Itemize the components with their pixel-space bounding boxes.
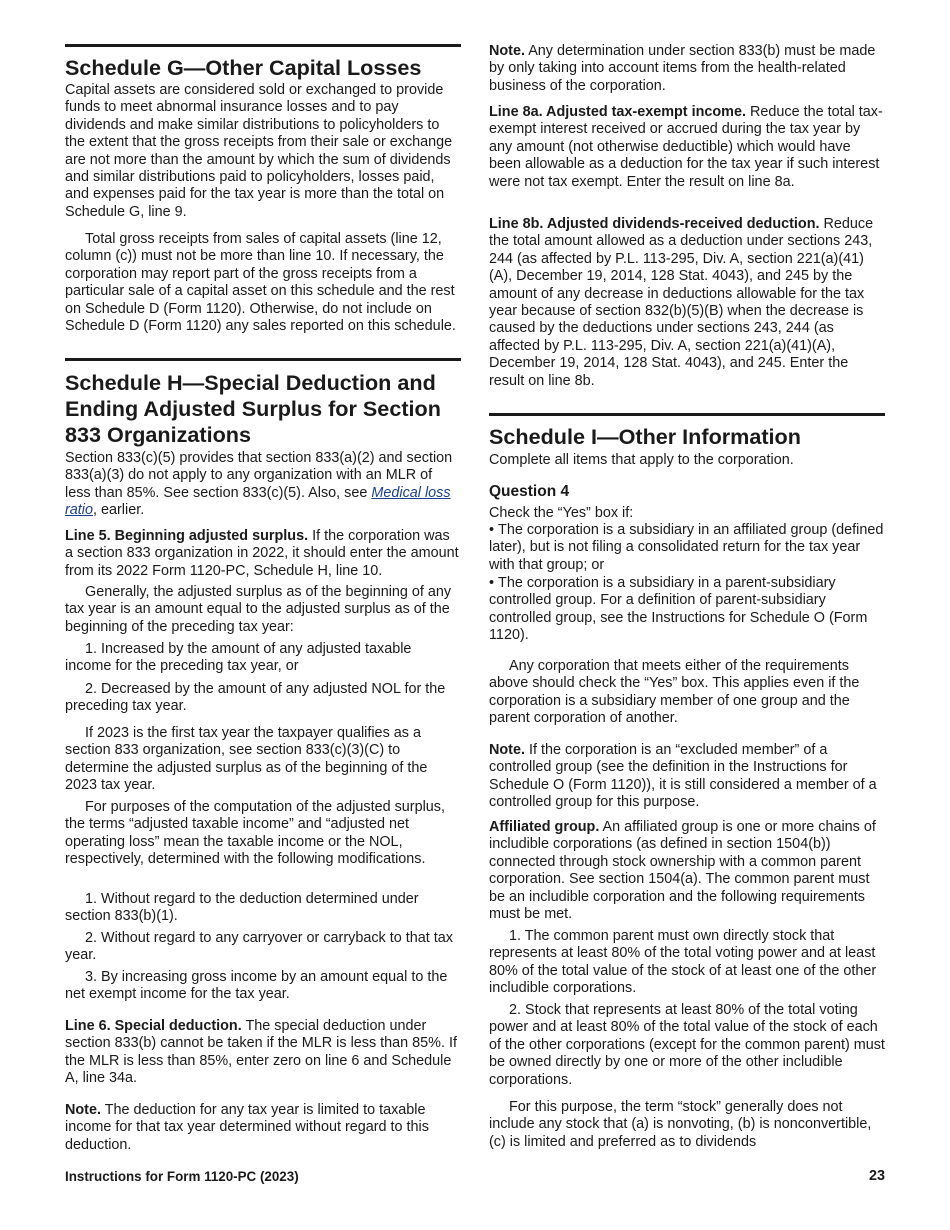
note-label: Note. (489, 742, 525, 758)
section-divider (489, 413, 885, 416)
note-paragraph: Note. The deduction for any tax year is limited to taxable income for that tax year determined without regard to this deduction. (65, 1102, 429, 1153)
schedule-g-heading: Schedule G—Other Capital Losses (65, 55, 422, 80)
line-8a-paragraph: Line 8a. Adjusted tax-exempt income. Reduce the total tax-exempt interest received or accrued during the tax year by any amount (not otherwise deductible) which would have been allowable as a deduction for the tax year if such interest were not tax exempt. Enter the result on line 8a. (489, 104, 883, 190)
note-label: Note. (489, 43, 525, 59)
page-number: 23 (868, 1168, 885, 1184)
list-item: 2. Without regard to any carryover or carryback to that tax year. (65, 930, 453, 964)
paragraph: For this purpose, the term “stock” generally does not include any stock that (a) is nonvoting, (b) is nonconvertible, (c) is limited and preferred as to dividends (489, 1099, 872, 1150)
paragraph: For purposes of the computation of the adjusted surplus, the terms “adjusted taxable income” and “adjusted net operating loss” mean the taxable income or the NOL, respectively, determined with the following modifications. (65, 799, 445, 868)
line-5-paragraph: Line 5. Beginning adjusted surplus. If the corporation was a section 833 organization in 2022, it should enter the amount from its 2022 Form 1120-PC, Schedule H, line 10. (65, 528, 459, 579)
line-8a-heading: Line 8a. Adjusted tax-exempt income. (489, 104, 746, 120)
list-item: 2. Stock that represents at least 80% of the total voting power and at least 80% of the total value of the stock of each of the other corporations (except for the common parent) must be owned directly by one or more of the other includible corporations. (489, 1002, 885, 1088)
question-4-heading: Question 4 (489, 483, 570, 500)
schedule-i-intro: Complete all items that apply to the corporation. (489, 452, 794, 468)
paragraph: If 2023 is the first tax year the taxpayer qualifies as a section 833 organization, see section 833(c)(3)(C) to determine the adjusted surplus as of the beginning of the 2023 tax year. (65, 725, 428, 794)
schedule-i-heading: Schedule I—Other Information (489, 424, 801, 449)
line-8b-heading: Line 8b. Adjusted dividends-received deduction. (489, 216, 820, 232)
schedule-g-paragraph: Capital assets are considered sold or exchanged to provide funds to meet abnormal insurance losses and to pay dividends and make similar distributions to policyholders to the extent that the gross receipts from their sale or exchange are not more than the amount by which the sum of dividends and similar distributions paid to policyholders, losses paid, and expenses paid for the tax year is more than the total on Schedule G, line 9. (65, 82, 453, 220)
paragraph: Generally, the adjusted surplus as of the beginning of any tax year is an amount equal to the adjusted surplus as of the beginning of the preceding tax year: (65, 584, 452, 635)
list-item: 3. By increasing gross income by an amount equal to the net exempt income for the tax year. (65, 969, 448, 1003)
line-6-paragraph: Line 6. Special deduction. The special deduction under section 833(b) cannot be taken if the MLR is less than 85%. If the MLR is less than 85%, enter zero on line 6 and Schedule A, line 34a. (65, 1018, 457, 1087)
section-divider (65, 358, 461, 361)
medical-loss-ratio-link[interactable]: Medical loss ratio (65, 484, 451, 519)
list-item: 2. Decreased by the amount of any adjusted NOL for the preceding tax year. (65, 681, 446, 715)
paragraph: Any corporation that meets either of the requirements above should check the “Yes” box. This applies even if the corporation is a subsidiary member of one group and the parent corporation of another. (489, 658, 860, 727)
schedule-h-heading: Schedule H—Special Deduction and Ending Adjusted Surplus for Section 833 Organizations (65, 370, 441, 447)
schedule-h-intro: Section 833(c)(5) provides that section 833(a)(2) and section 833(a)(3) do not apply to any organization with an MLR of less than 85%. See section 833(c)(5). Also, see Medical loss ratio, earlier. (65, 450, 453, 519)
note-label: Note. (65, 1102, 101, 1118)
note-paragraph: Note. Any determination under section 833(b) must be made by only taking into account items from the health-related business of the corporation. (489, 43, 876, 94)
list-item: 1. The common parent must own directly stock that represents at least 80% of the total voting power and at least 80% of the total value of the stock of at least one of the other includible corporations. (489, 928, 877, 997)
bullet-item: • The corporation is a subsidiary in a parent-subsidiary controlled group. For a definition of parent-subsidiary controlled group, see the Instructions for Schedule O (Form 1120). (489, 575, 885, 645)
line-8b-paragraph: Line 8b. Adjusted dividends-received deduction. Reduce the total amount allowed as a deduction under sections 243, 244 (as affected by P.L. 113-295, Div. A, section 221(a)(41)(A), December 19, 2014, 128 Stat. 4043), and 245 by the amount of any decrease in deductions allowable for the tax year because of section 832(b)(5)(B) when the decrease is caused by the deductions under sections 243, 244 (as affected by P.L. 113-295, Div. A, section 221(a)(41)(A), December 19, 2014, 128 Stat. 4043), and 245. Enter the result on line 8b. (489, 216, 874, 389)
affiliated-group-paragraph: Affiliated group. An affiliated group is one or more chains of includible corporations (as defined in section 1504(b)) connected through stock ownership with a common parent corporation. See section 1504(a). The common parent must be an includible corporation and the following requirements must be met. (489, 819, 876, 923)
footer-form-title: Instructions for Form 1120-PC (2023) (65, 1169, 299, 1184)
line-5-heading: Line 5. Beginning adjusted surplus. (65, 528, 309, 544)
schedule-g-paragraph: Total gross receipts from sales of capital assets (line 12, column (c)) must not be more than line 10. If necessary, the corporation may report part of the gross receipts from a particular sale of a capital asset on this schedule and the rest on Schedule D (Form 1120). Otherwise, do not include on Schedule D (Form 1120) any sales reported on this schedule. (65, 231, 456, 335)
paragraph: Check the “Yes” box if: (489, 505, 634, 521)
note-paragraph: Note. If the corporation is an “excluded member” of a controlled group (see the definition in the Instructions for Schedule O (Form 1120)), it is still considered a member of a controlled group for this purpose. (489, 742, 877, 811)
bullet-item: • The corporation is a subsidiary in an affiliated group (defined later), but is not filing a consolidated return for the tax year with that group; or (489, 522, 885, 574)
line-6-heading: Line 6. Special deduction. (65, 1018, 242, 1034)
affiliated-group-heading: Affiliated group. (489, 819, 600, 835)
list-item: 1. Without regard to the deduction determined under section 833(b)(1). (65, 891, 419, 925)
list-item: 1. Increased by the amount of any adjusted taxable income for the preceding tax year, or (65, 641, 412, 675)
section-divider (65, 44, 461, 47)
